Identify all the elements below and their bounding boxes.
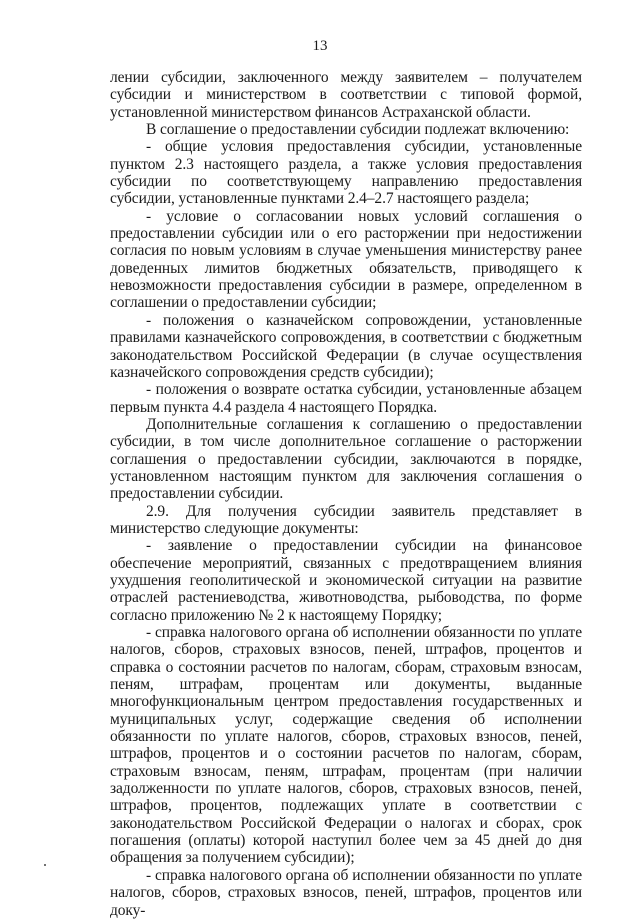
list-item-balance-return: - положения о возврате остатка субсидии, установленные абзацем первым пункта 4.4 раздела 4 настоящего Порядка. bbox=[110, 381, 582, 416]
page-number: 13 bbox=[312, 38, 328, 54]
list-item-new-conditions: - условие о согласовании новых условий соглашения о предоставлении субсидии или о его расторжении при недостижении согласия по новым условиям в случае уменьшения министерству ранее доведенных лимитов бюджетных обязательств, приводящего к невозможности предоставления субсидии в размере, определенном в соглашении о предоставлении субсидии; bbox=[110, 207, 582, 312]
paragraph-continuation: лении субсидии, заключенного между заявителем – получателем субсидии и министерством в соответствии с типовой формой, установленной министерством финансов Астраханской области. bbox=[110, 69, 582, 121]
paragraph-additional-agreements: Дополнительные соглашения к соглашению о предоставлении субсидии, в том числе дополнительное соглашение о расторжении соглашения о предоставлении субсидии, заключаются в порядке, установленном настоящим пунктом для заключения соглашения о предоставлении субсидии. bbox=[110, 415, 582, 503]
list-item-treasury-support: - положения о казначейском сопровождении, установленные правилами казначейского сопровождения, в соответствии с бюджетным законодательством Российской Федерации (в случае осуществления казначейского сопровождения средств субсидии); bbox=[110, 311, 582, 381]
document-body bbox=[110, 69, 582, 919]
list-item-tax-certificate: - справка налогового органа об исполнении обязанности по уплате налогов, сборов, страховых взносов, пеней, штрафов, процентов и справка о состоянии расчетов по налогам, сборам, страховым взносам, пеням, штрафам, процентам или документы, выданные многофункциональным центром предоставления государственных и муниципальных услуг, содержащие сведения об исполнении обязанности по уплате налогов, сборов, страховых взносов, пеней, штрафов, процентов и о состоянии расчетов по налогам, сборам, страховым взносам, пеням, штрафам, процентам (при наличии задолженности по уплате налогов, сборов, страховых взносов, пеней, штрафов, процентов, подлежащих уплате в соответствии с законодательством Российской Федерации о налогах и сборах, срок погашения (оплаты) которой наступил более чем за 45 дней до дня обращения за получением субсидии); bbox=[110, 624, 582, 867]
paragraph-section-2-9: 2.9. Для получения субсидии заявитель представляет в министерство следующие документы: bbox=[110, 502, 582, 537]
list-item-tax-certificate-2: - справка налогового органа об исполнении обязанности по уплате налогов, сборов, страховых взносов, пеней, штрафов, процентов или доку- bbox=[110, 866, 582, 919]
list-item-general-conditions: - общие условия предоставления субсидии, установленные пунктом 2.3 настоящего раздела, а также условия предоставления субсидии по соответствующему направлению предоставления субсидии, установленные пунктами 2.4–2.7 настоящего раздела; bbox=[110, 138, 582, 208]
list-item-application: - заявление о предоставлении субсидии на финансовое обеспечение мероприятий, связанных с предотвращением влияния ухудшения геополитической и экономической ситуации на развитие отраслей растениеводства, животноводства, рыбоводства, по форме согласно приложению № 2 к настоящему Порядку; bbox=[110, 537, 582, 624]
scan-speck bbox=[44, 864, 46, 866]
paragraph-agreement-intro: В соглашение о предоставлении субсидии подлежат включению: bbox=[146, 121, 570, 139]
